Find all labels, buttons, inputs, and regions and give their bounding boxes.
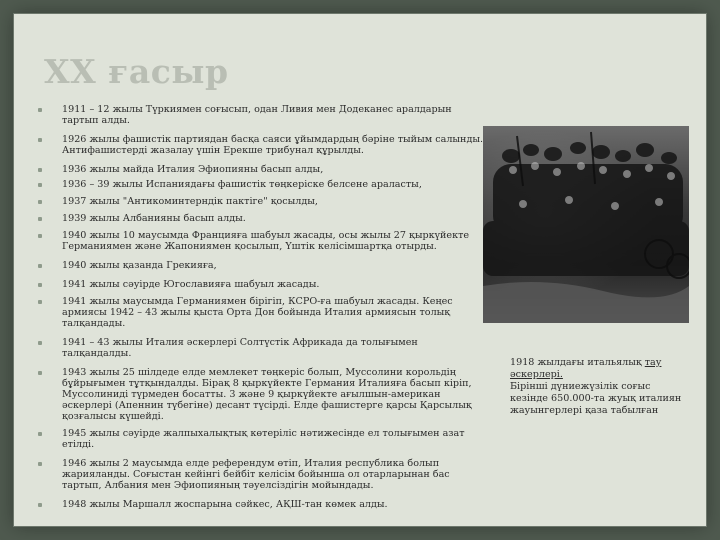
list-item xyxy=(36,428,484,450)
bullet-icon xyxy=(38,503,42,507)
list-item-text: 1939 жылы Албанияны басып алды. xyxy=(62,213,246,224)
bullet-icon xyxy=(38,108,42,112)
list-item xyxy=(36,260,484,271)
list-item xyxy=(36,104,484,126)
list-item xyxy=(36,230,484,252)
list-item-text: 1926 жылы фашистік партиядан басқа саяси ұйымдардың бәріне тыйым салынды. Антифашистерді жазалау үшін Ерекше трибунал құрылды. xyxy=(62,134,484,156)
bullet-icon xyxy=(38,138,42,142)
list-item xyxy=(36,499,484,510)
bullet-icon xyxy=(38,200,42,204)
bullet-icon xyxy=(38,371,42,375)
bullet-icon xyxy=(38,234,42,238)
list-item xyxy=(36,213,484,224)
bullet-icon xyxy=(38,217,42,221)
caption-text: 1918 жылдағы итальялық xyxy=(510,357,645,368)
list-item-text: 1941 жылы сәуірде Югославияға шабуыл жасады. xyxy=(62,279,320,290)
bullet-icon xyxy=(38,264,42,268)
list-item xyxy=(36,179,484,190)
bullet-icon xyxy=(38,283,42,287)
list-item-text: 1941 – 43 жылы Италия әскерлері Солтүстік Африкада да толығымен талқандалды. xyxy=(62,337,418,359)
list-item-text: 1911 – 12 жылы Түркиямен соғысып, одан Ливия мен Додеканес аралдарын тартып алды. xyxy=(62,104,452,126)
bullet-icon xyxy=(38,183,42,187)
list-item-text: 1937 жылы "Антикоминтерндік пактіге" қосылды, xyxy=(62,196,318,207)
bullet-icon xyxy=(38,341,42,345)
slide xyxy=(14,14,706,526)
list-item xyxy=(36,279,484,290)
bullet-list xyxy=(36,104,484,514)
list-item xyxy=(36,337,484,359)
list-item-text: 1943 жылы 25 шілдеде елде мемлекет төңкеріс болып, Муссолини корольдің бұйрығымен тұтқындалды. Бірақ 8 қыркүйекте Германия Италияға басып кіріп, Муссолиниді түрмеден босатты. 3 және 9 қыркүйекте ағылшын-америкaн әскерлері (Апеннин түбегіне) десант түсірді. Елде фашистерге қарсы Қарсылық қозғалысы күшейді. xyxy=(62,367,472,422)
soldiers-photo-illustration xyxy=(483,126,689,323)
caption-link-mountain-troops[interactable]: тау әскерлері. xyxy=(510,357,662,380)
list-item-text: 1936 жылы майда Италия Эфиопияны басып алды, xyxy=(62,164,324,175)
list-item xyxy=(36,134,484,156)
list-item-text: 1940 жылы 10 маусымда Францияға шабуыл жасады, осы жылы 27 қыркүйекте Германиямен және Жапониямен қосылып, Үштік келісімшартқа отырды. xyxy=(62,230,470,252)
bullet-icon xyxy=(38,462,42,466)
list-item-text: 1945 жылы сәуірде жалпыхалықтық көтеріліс нәтижесінде ел толығымен азат етілді. xyxy=(62,428,465,450)
list-item xyxy=(36,164,484,175)
list-item-text: 1940 жылы қазанда Грекияға, xyxy=(62,260,217,271)
bullet-icon xyxy=(38,300,42,304)
bullet-icon xyxy=(38,432,42,436)
list-item-text: 1941 жылы маусымда Германиямен бірігіп, КСРО-ға шабуыл жасады. Кеңес армиясы 1942 – 43 жылы қыста Орта Дон бойында Италия армиясын толық талқандады. xyxy=(62,296,453,329)
list-item-text: 1948 жылы Маршалл жоспарына сәйкес, АҚШ-тан көмек алды. xyxy=(62,499,388,510)
page-title: XX ғасыр xyxy=(44,52,229,91)
photo-caption xyxy=(510,357,690,417)
list-item xyxy=(36,458,484,491)
list-item xyxy=(36,367,484,422)
list-item-text: 1946 жылы 2 маусымда елде референдум өтіп, Италия республика болып жарияланды. Соғыстан кейінгі бейбіт келісім бойынша ол отарларынан бас тартып, Албания мен Эфиопияның тәуелсіздігін мойындады. xyxy=(62,458,450,491)
caption-detail: Бірінші дүниежүзілік соғыс кезінде 650.000-та жуық италиян жауынгерлері қаза табылған xyxy=(510,381,682,416)
bullet-icon xyxy=(38,168,42,172)
historical-photo xyxy=(483,126,689,323)
list-item-text: 1936 – 39 жылы Испаниядағы фашистік төңкеріске белсене араласты, xyxy=(62,179,422,190)
list-item xyxy=(36,196,484,207)
list-item xyxy=(36,296,484,329)
